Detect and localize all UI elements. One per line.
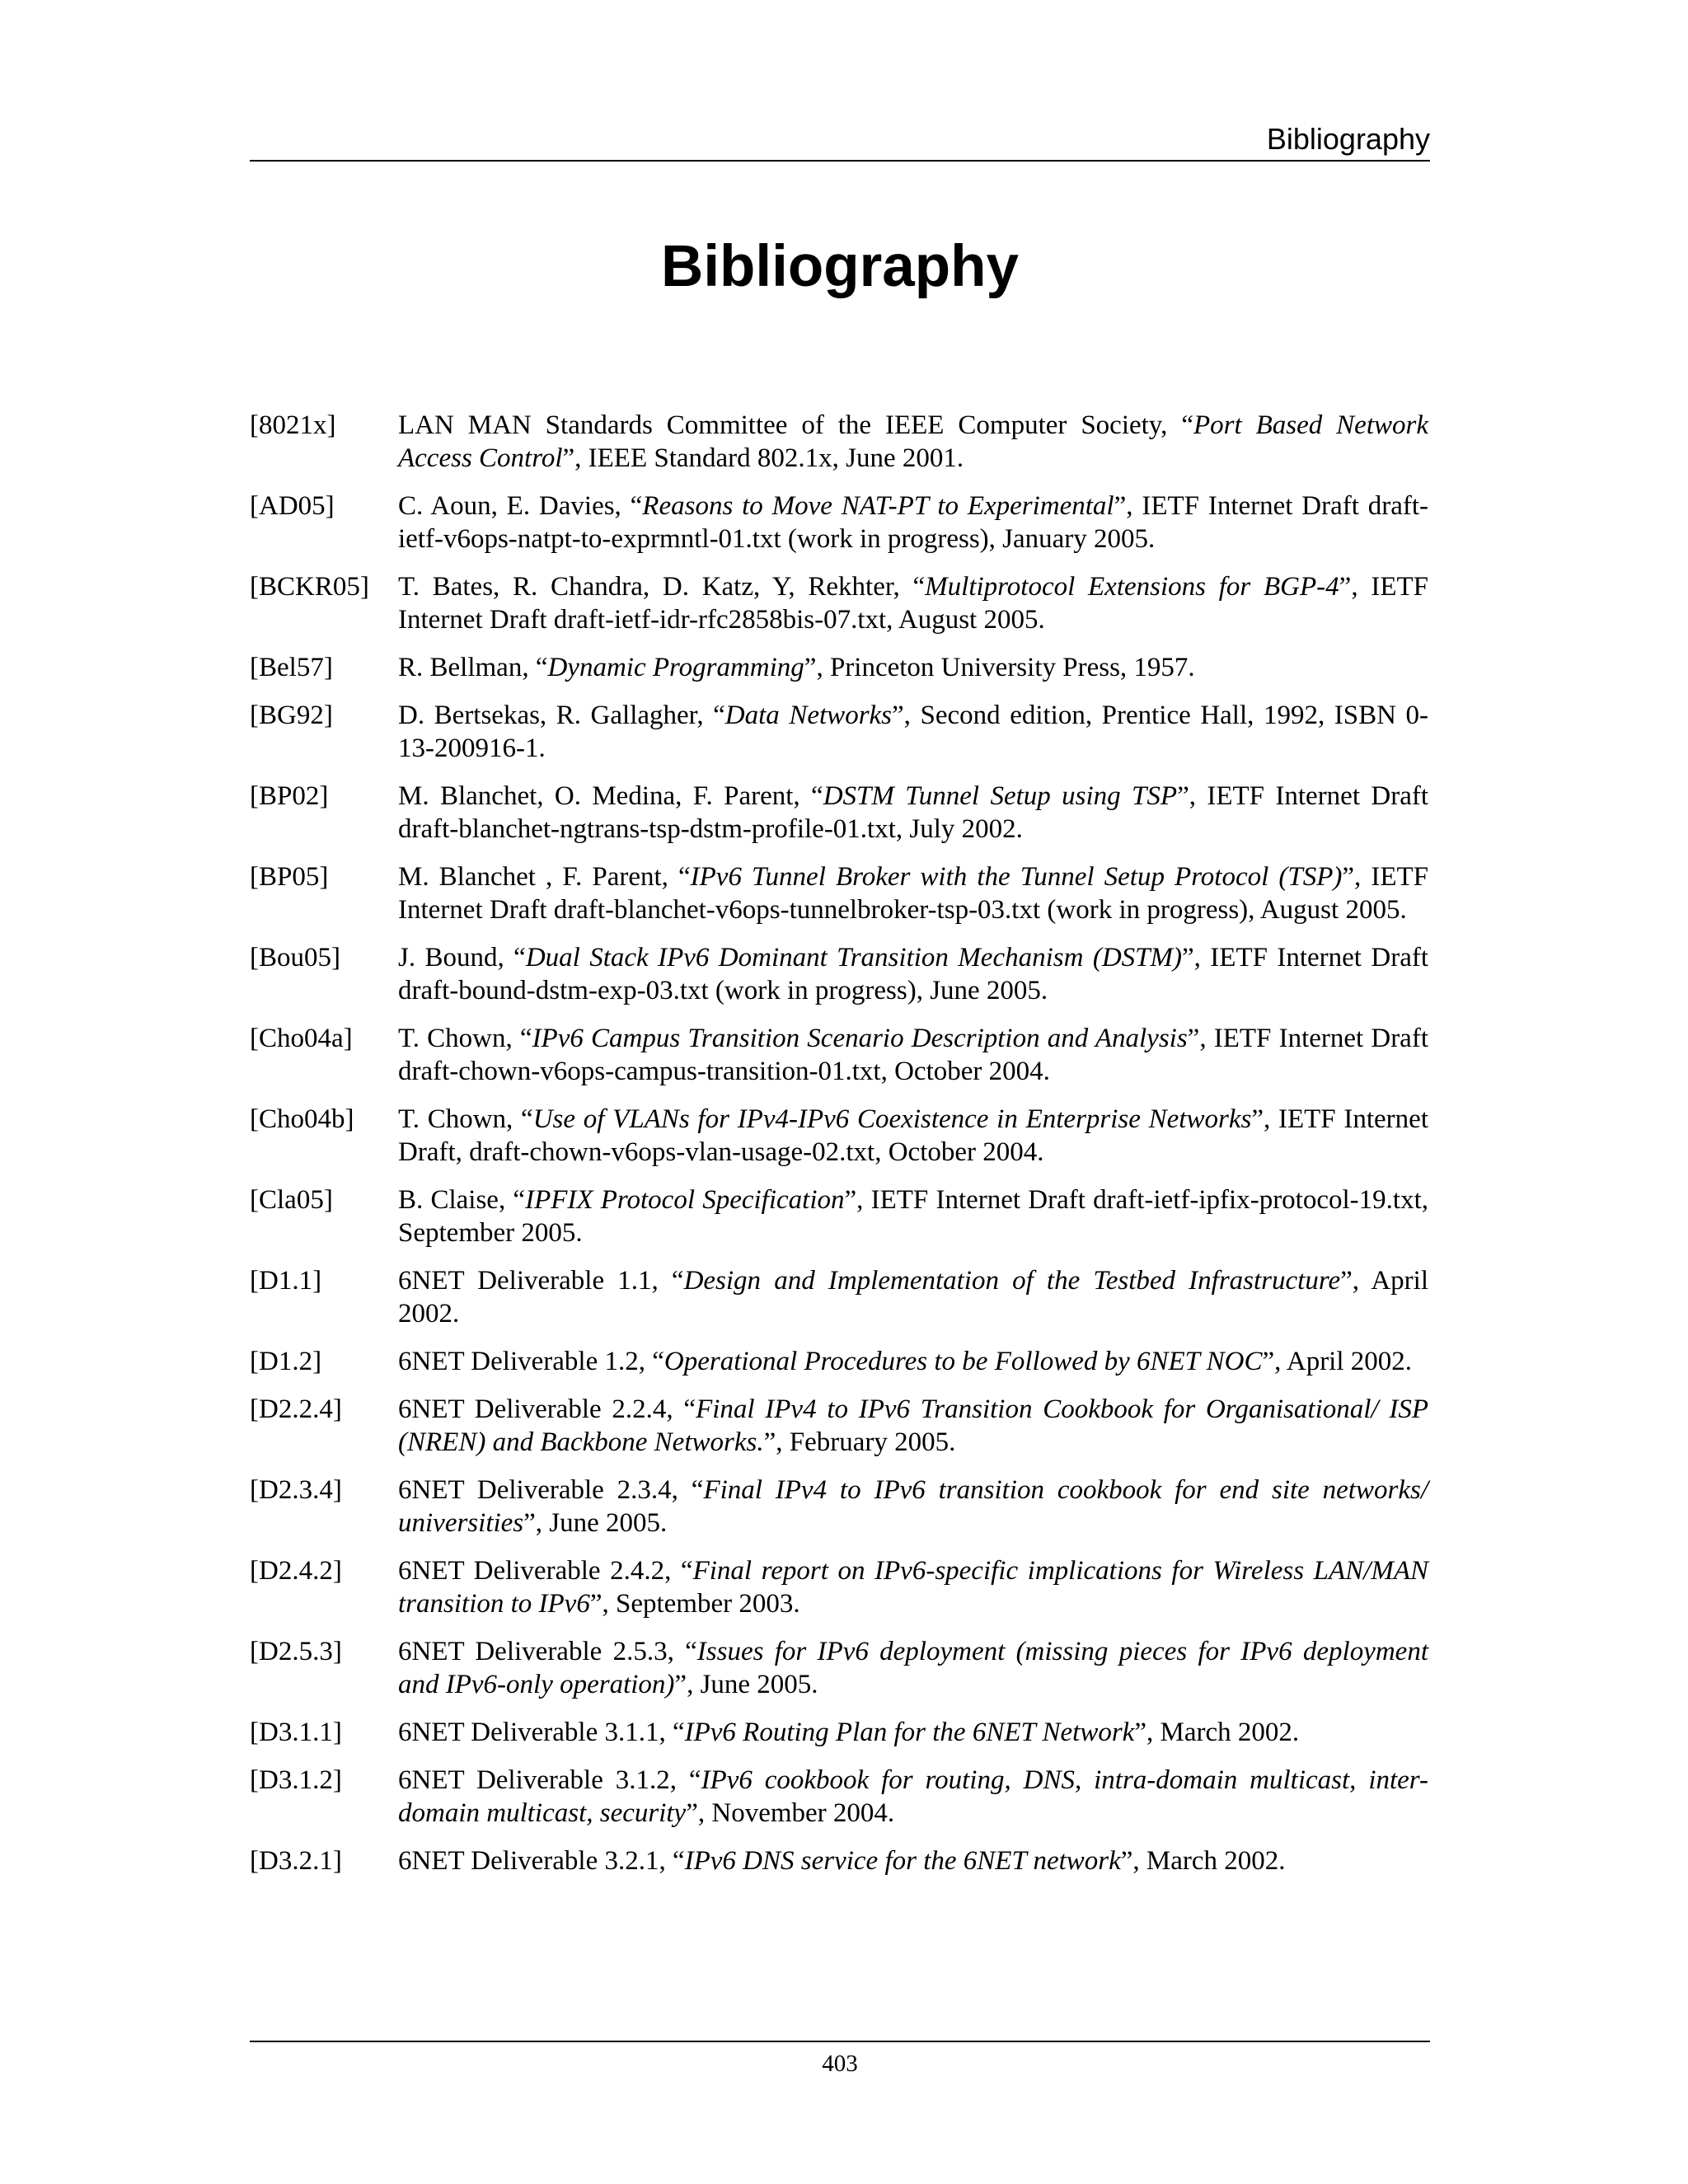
reference-title: IPv6 DNS service for the 6NET network xyxy=(684,1846,1121,1876)
reference-title: Data Networks xyxy=(724,701,893,730)
bibliography-entry xyxy=(250,651,1428,684)
reference-title: IPv6 Routing Plan for the 6NET Network xyxy=(684,1718,1135,1747)
reference-authors: J. Bound, “ xyxy=(398,943,526,972)
reference-text xyxy=(398,1474,1428,1540)
reference-title: IPv6 Tunnel Broker with the Tunnel Setup Protocol (TSP) xyxy=(690,862,1343,892)
bibliography-entry xyxy=(250,1635,1428,1701)
citation-key: [BG92] xyxy=(250,701,333,730)
reference-authors: 6NET Deliverable 3.2.1, “ xyxy=(398,1846,685,1876)
reference-authors: 6NET Deliverable 2.4.2, “ xyxy=(398,1556,693,1586)
running-header: Bibliography xyxy=(1266,122,1430,156)
reference-authors: 6NET Deliverable 2.2.4, “ xyxy=(398,1394,696,1424)
reference-title: IPv6 cookbook for routing, DNS, intra-domain multicast, inter-domain multicast, security xyxy=(398,1765,1428,1828)
reference-title: Final IPv4 to IPv6 Transition Cookbook for Organisational/ ISP (NREN) and Backbone Networks. xyxy=(398,1394,1428,1457)
reference-details: ”, March 2002. xyxy=(1134,1718,1300,1747)
bibliography-list xyxy=(250,409,1428,1892)
reference-details: ”, February 2005. xyxy=(763,1427,956,1457)
reference-title: Final IPv4 to IPv6 transition cookbook for end site networks/ universities xyxy=(398,1475,1428,1538)
reference-details: ”, IEEE Standard 802.1x, June 2001. xyxy=(562,443,964,473)
reference-authors: C. Aoun, E. Davies, “ xyxy=(398,491,643,521)
reference-title: Design and Implementation of the Testbed Infrastructure xyxy=(683,1266,1341,1296)
reference-authors: B. Claise, “ xyxy=(398,1185,526,1215)
citation-key: [AD05] xyxy=(250,491,335,521)
citation-key: [D2.4.2] xyxy=(250,1556,342,1586)
reference-text xyxy=(398,409,1428,475)
bibliography-entry xyxy=(250,1393,1428,1459)
page-title: Bibliography xyxy=(661,234,1019,299)
reference-details: ”, June 2005. xyxy=(523,1508,668,1538)
reference-title: Operational Procedures to be Followed by 6NET NOC xyxy=(663,1347,1263,1376)
citation-key: [D1.1] xyxy=(250,1266,322,1296)
reference-text xyxy=(398,1264,1428,1330)
reference-text xyxy=(398,1554,1428,1620)
reference-authors: 6NET Deliverable 2.3.4, “ xyxy=(398,1475,704,1505)
reference-details: ”, November 2004. xyxy=(686,1798,895,1828)
reference-title: Dual Stack IPv6 Dominant Transition Mechanism (DSTM) xyxy=(525,943,1182,972)
reference-authors: T. Chown, “ xyxy=(398,1104,533,1134)
bibliography-entry xyxy=(250,699,1428,765)
header-rule xyxy=(250,160,1430,162)
reference-text xyxy=(398,1345,1428,1378)
citation-key: [D3.1.2] xyxy=(250,1765,342,1795)
citation-key: [Bou05] xyxy=(250,943,340,972)
bibliography-entry xyxy=(250,1844,1428,1877)
reference-authors: M. Blanchet, O. Medina, F. Parent, “ xyxy=(398,781,823,811)
reference-title: Final report on IPv6-specific implications for Wireless LAN/MAN transition to IPv6 xyxy=(398,1556,1428,1619)
footer-rule xyxy=(250,2041,1430,2042)
bibliography-entry xyxy=(250,1716,1428,1749)
reference-details: ”, IETF Internet Draft draft-ietf-v6ops-natpt-to-exprmntl-01.txt (work in progress), January 2005. xyxy=(398,491,1429,554)
reference-text xyxy=(398,780,1428,846)
citation-key: [D1.2] xyxy=(250,1347,322,1376)
citation-key: [BP02] xyxy=(250,781,329,811)
citation-key: [D2.3.4] xyxy=(250,1475,342,1505)
reference-text xyxy=(398,570,1428,636)
page-number: 403 xyxy=(822,2050,858,2077)
reference-authors: 6NET Deliverable 1.1, “ xyxy=(398,1266,684,1296)
reference-authors: M. Blanchet , F. Parent, “ xyxy=(398,862,691,892)
reference-text xyxy=(398,490,1428,555)
reference-text xyxy=(398,1764,1428,1830)
reference-authors: 6NET Deliverable 3.1.1, “ xyxy=(398,1718,685,1747)
reference-title: Port Based Network Access Control xyxy=(398,410,1428,473)
citation-key: [BP05] xyxy=(250,862,329,892)
bibliography-entry xyxy=(250,1103,1428,1169)
reference-text xyxy=(398,651,1428,684)
reference-details: ”, Second edition, Prentice Hall, 1992, ISBN 0-13-200916-1. xyxy=(398,701,1428,763)
reference-text xyxy=(398,1103,1428,1169)
reference-text xyxy=(398,941,1428,1007)
citation-key: [8021x] xyxy=(250,410,336,440)
reference-title: Issues for IPv6 deployment (missing pieces for IPv6 deployment and IPv6-only operation) xyxy=(398,1637,1428,1699)
bibliography-entry xyxy=(250,409,1428,475)
reference-details: ”, IETF Internet Draft draft-ietf-ipfix-protocol-19.txt, September 2005. xyxy=(398,1185,1428,1248)
bibliography-entry xyxy=(250,1764,1428,1830)
bibliography-entry xyxy=(250,570,1428,636)
reference-details: ”, June 2005. xyxy=(674,1670,818,1699)
bibliography-entry xyxy=(250,1345,1428,1378)
citation-key: [Bel57] xyxy=(250,653,333,682)
reference-authors: T. Bates, R. Chandra, D. Katz, Y, Rekhter, “ xyxy=(398,572,926,602)
bibliography-entry xyxy=(250,1474,1428,1540)
citation-key: [D3.2.1] xyxy=(250,1846,342,1876)
reference-details: ”, April 2002. xyxy=(1262,1347,1413,1376)
citation-key: [D2.5.3] xyxy=(250,1637,342,1666)
reference-title: Multiprotocol Extensions for BGP-4 xyxy=(925,572,1339,602)
reference-title: Dynamic Programming xyxy=(547,653,804,682)
citation-key: [Cho04b] xyxy=(250,1104,354,1134)
reference-text xyxy=(398,860,1428,926)
reference-authors: 6NET Deliverable 3.1.2, “ xyxy=(398,1765,701,1795)
reference-title: Use of VLANs for IPv4-IPv6 Coexistence in Enterprise Networks xyxy=(532,1104,1252,1134)
bibliography-entry xyxy=(250,941,1428,1007)
reference-authors: R. Bellman, “ xyxy=(398,653,548,682)
reference-title: IPFIX Protocol Specification xyxy=(525,1185,845,1215)
citation-key: [D3.1.1] xyxy=(250,1718,342,1747)
reference-text xyxy=(398,1183,1428,1249)
reference-details: ”, IETF Internet Draft draft-chown-v6ops-campus-transition-01.txt, October 2004. xyxy=(398,1024,1428,1086)
reference-details: ”, IETF Internet Draft draft-blanchet-v6ops-tunnelbroker-tsp-03.txt (work in progress), August 2005. xyxy=(398,862,1428,925)
bibliography-entry xyxy=(250,1264,1428,1330)
reference-details: ”, April 2002. xyxy=(398,1266,1428,1329)
reference-title: DSTM Tunnel Setup using TSP xyxy=(823,781,1178,811)
citation-key: [Cla05] xyxy=(250,1185,333,1215)
reference-text xyxy=(398,1635,1428,1701)
reference-authors: 6NET Deliverable 1.2, “ xyxy=(398,1347,664,1376)
reference-authors: 6NET Deliverable 2.5.3, “ xyxy=(398,1637,697,1666)
reference-details: ”, IETF Internet Draft, draft-chown-v6ops-vlan-usage-02.txt, October 2004. xyxy=(398,1104,1428,1167)
citation-key: [Cho04a] xyxy=(250,1024,353,1053)
reference-authors: D. Bertsekas, R. Gallagher, “ xyxy=(398,701,725,730)
bibliography-entry xyxy=(250,780,1428,846)
reference-details: ”, IETF Internet Draft draft-blanchet-ngtrans-tsp-dstm-profile-01.txt, July 2002. xyxy=(398,781,1428,844)
reference-text xyxy=(398,1393,1428,1459)
reference-details: ”, IETF Internet Draft draft-bound-dstm-exp-03.txt (work in progress), June 2005. xyxy=(398,943,1428,1005)
reference-title: IPv6 Campus Transition Scenario Description and Analysis xyxy=(532,1024,1188,1053)
bibliography-entry xyxy=(250,1554,1428,1620)
reference-text xyxy=(398,699,1428,765)
reference-title: Reasons to Move NAT-PT to Experimental xyxy=(642,491,1114,521)
citation-key: [D2.2.4] xyxy=(250,1394,342,1424)
reference-text xyxy=(398,1022,1428,1088)
bibliography-entry xyxy=(250,860,1428,926)
bibliography-entry xyxy=(250,1022,1428,1088)
reference-text xyxy=(398,1716,1428,1749)
bibliography-entry xyxy=(250,1183,1428,1249)
reference-text xyxy=(398,1844,1428,1877)
bibliography-entry xyxy=(250,490,1428,555)
reference-details: ”, March 2002. xyxy=(1120,1846,1286,1876)
reference-authors: T. Chown, “ xyxy=(398,1024,532,1053)
reference-details: ”, September 2003. xyxy=(589,1589,800,1619)
citation-key: [BCKR05] xyxy=(250,572,369,602)
reference-authors: LAN MAN Standards Committee of the IEEE Computer Society, “ xyxy=(398,410,1193,440)
reference-details: ”, IETF Internet Draft draft-ietf-idr-rfc2858bis-07.txt, August 2005. xyxy=(398,572,1428,635)
reference-details: ”, Princeton University Press, 1957. xyxy=(804,653,1195,682)
